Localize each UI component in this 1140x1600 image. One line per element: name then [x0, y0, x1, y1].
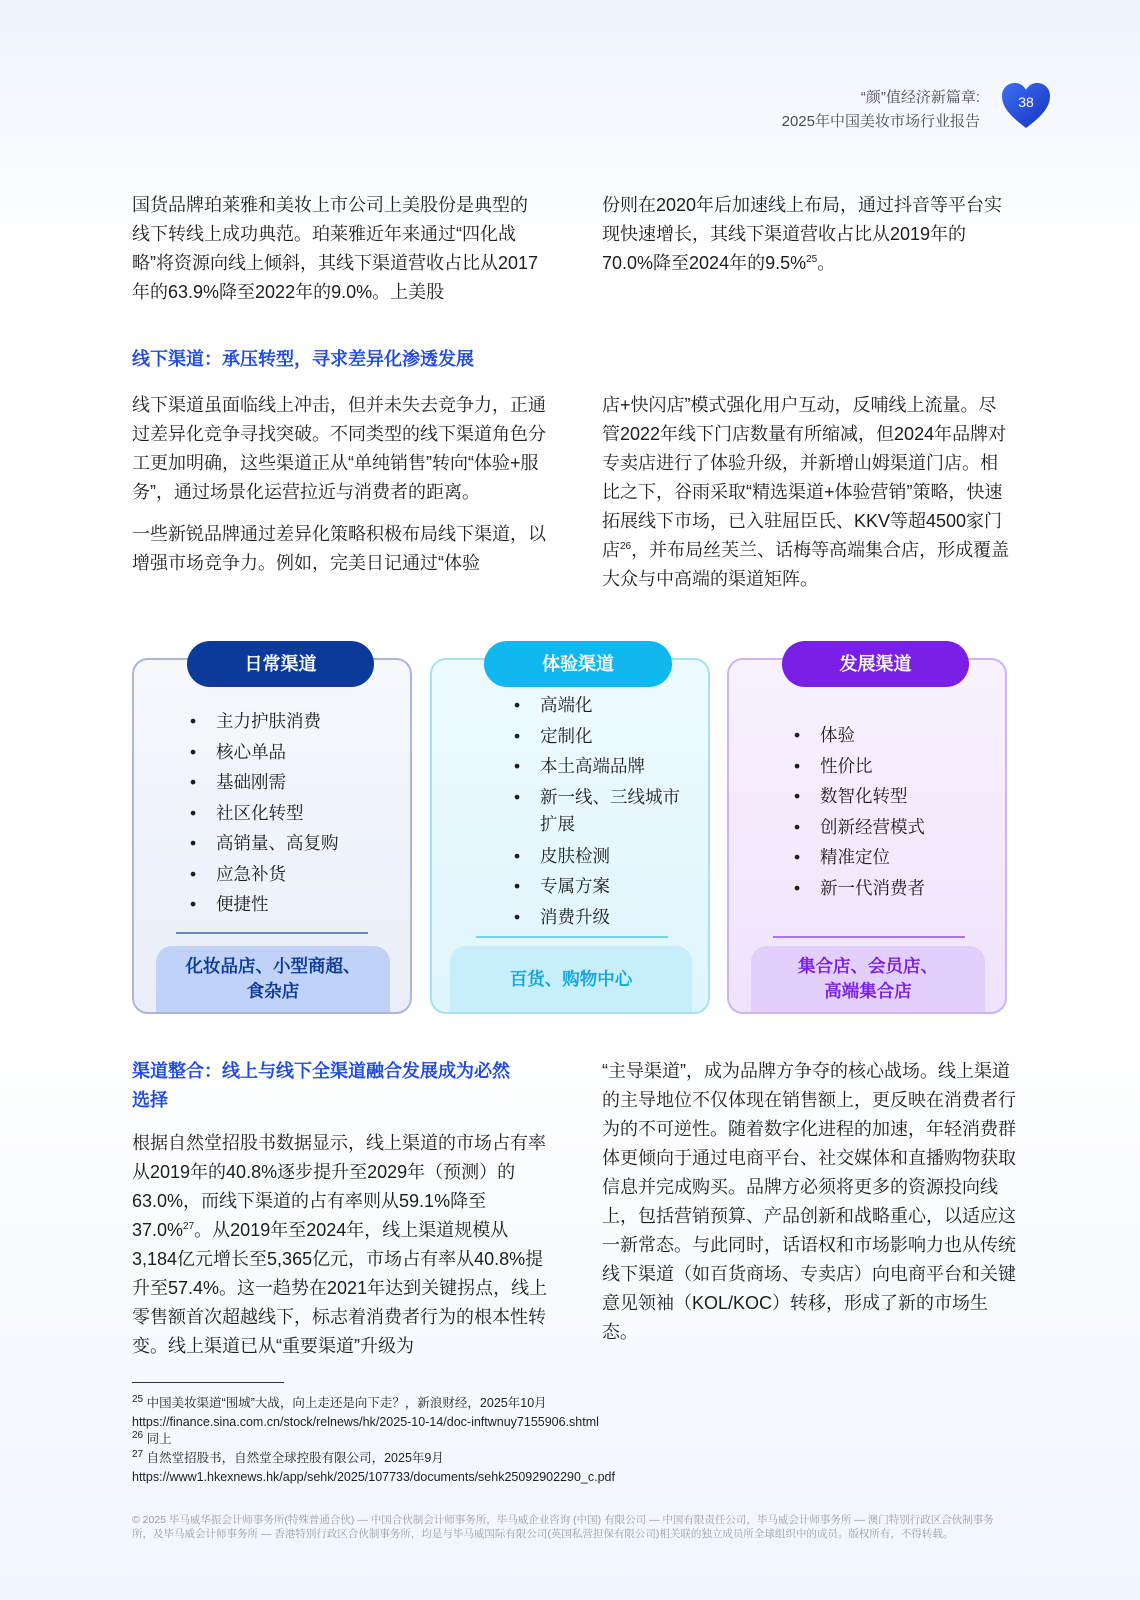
experience-channel-footer: 百货、购物中心 [450, 946, 692, 1012]
section2-right-text: “主导渠道”，成为品牌方争夺的核心战场。线上渠道的主导地位不仅体现在销售额上，更反映在消费者行为的不可逆性。随着数字化进程的加速，年轻消费群体更倾向于通过电商平台、社交媒体和直播购物获取信息并完成购买。品牌方必须将更多的资源投向线上，包括营销预算、产品创新和战略重心，以适应这一新常态。与此同时，话语权和市场影响力也从传统线下渠道（如百货商场、专卖店）向电商平台和关键意见领袖（KOL/KOC）转移，形成了新的市场生态。 [602, 1061, 1016, 1342]
daily-channel-title: 日常渠道 [187, 641, 374, 687]
intro-right-text-end: 。 [817, 253, 836, 273]
experience-channel-title: 体验渠道 [484, 641, 672, 687]
section1-right-text-end: ，并布局丝芙兰、话梅等高端集合店，形成覆盖大众与中高端的渠道矩阵。 [602, 540, 1010, 589]
channel-card-development [727, 658, 1007, 1014]
experience-channel-list [514, 690, 680, 932]
list-item: • 皮肤检测 [514, 845, 610, 866]
report-title-line2: 2025年中国美妆市场行业报告 [781, 113, 980, 130]
list-item: • 专属方案 [514, 876, 610, 896]
page-number: 38 [1018, 94, 1034, 110]
page-number-badge [1000, 80, 1052, 132]
footnote-26: $^{26}$ 同上 [132, 1429, 172, 1446]
list-item: • 精准定位 [794, 847, 890, 867]
list-item: • 体验 [794, 725, 855, 745]
footnote-ref-26[interactable]: 26 [620, 541, 632, 552]
section2-left-paragraph [132, 1129, 550, 1361]
list-item: • 新一线、三线城市 [514, 786, 680, 807]
footnote-divider [132, 1382, 284, 1383]
development-channel-title: 发展渠道 [782, 641, 969, 687]
report-title-line1: “颜”值经济新篇章: [860, 89, 980, 106]
daily-channel-list [190, 706, 339, 920]
intro-left-column [132, 191, 542, 307]
section2-right-column [602, 1057, 1018, 1347]
list-item: • 便捷性 [190, 894, 269, 914]
list-item-continuation: 扩展 [540, 814, 575, 834]
section2-left-text-end: 。从2019年至2024年，线上渠道规模从3,184亿元增长至5,365亿元，市场占有率从40.8%提升至57.4%。这一趋势在2021年达到关键拐点，线上零售额首次超越线下，标志着消费者行为的根本性转变。线上渠道已从“重要渠道”升级为 [132, 1220, 548, 1356]
report-header [782, 86, 980, 134]
intro-right-column [602, 191, 1012, 278]
list-item: • 性价比 [794, 755, 873, 776]
section1-right-text: 店+快闪店”模式强化用户互动，反哺线上流量。尽管2022年线下门店数量有所缩减，但2024年品牌对专卖店进行了体验升级，并新增山姆渠道门店。相比之下，谷雨采取“精选渠道+体验营销”策略，快速拓展线下市场，已入驻屈臣氏、KKV等超4500家门店 [602, 395, 1007, 560]
list-item: • 核心单品 [190, 741, 286, 762]
list-item: • 主力护肤消费 [190, 711, 321, 731]
section2-left-text: 根据自然堂招股书数据显示，线上渠道的市场占有率从2019年的40.8%逐步提升至2029年（预测）的63.0%，而线下渠道的占有率则从59.1%降至37.0% [132, 1133, 546, 1240]
card-divider [773, 936, 965, 938]
section1-left-column [132, 391, 550, 578]
channel-card-daily [132, 658, 412, 1014]
list-item: • 本土高端品牌 [514, 756, 645, 776]
list-item: • 社区化转型 [190, 802, 304, 823]
section-title-omnichannel: 渠道整合：线上与线下全渠道融合发展成为必然 选择 [132, 1061, 510, 1110]
footnote-27: $^{27}$ 自然堂招股书，自然堂全球控股有限公司，2025年9月 [132, 1448, 444, 1465]
footnote-ref-25[interactable]: 25 [806, 254, 818, 265]
footnote-25-link[interactable]: https://finance.sina.com.cn/stock/relnews/hk/2025-10-14/doc-inftwnuy7155906.shtml [132, 1415, 599, 1429]
list-item: • 数智化转型 [794, 786, 908, 806]
section1-right-paragraph [602, 391, 1014, 594]
list-item: • 应急补货 [190, 863, 286, 884]
daily-channel-footer: 化妆品店、小型商超、 食杂店 [156, 946, 390, 1012]
intro-left-text: 国货品牌珀莱雅和美妆上市公司上美股份是典型的线下转线上成功典范。珀莱雅近年来通过“四化战略”将资源向线上倾斜，其线下渠道营收占比从2017年的63.9%降至2022年的9.0%。上美股 [132, 195, 539, 302]
footnote-25: $^{25}$ 中国美妆渠道“围城”大战，向上走还是向下走？，新浪财经，2025年10月 [132, 1393, 547, 1410]
copyright-notice: © 2025 毕马威华振会计师事务所(特殊普通合伙) — 中国合伙制会计师事务所，毕马威企业咨询 (中国) 有限公司 — 中国有限责任公司，毕马威会计师事务所 — 澳门特别行政区合伙制事务所，及毕马威会计师事务所 — 香港特别行政区合伙制事务所，均是与毕马威国际有限公司(英国私营担保有限公司)相关联的独立成员所全球组织中的成员。版权所有，不得转载。 [132, 1514, 994, 1540]
list-item: • 创新经营模式 [794, 816, 925, 837]
section2-left-column [132, 1129, 550, 1361]
footnote-ref-27[interactable]: 27 [183, 1221, 195, 1232]
section1-left-paragraph2: 一些新锐品牌通过差异化策略积极布局线下渠道，以增强市场竞争力。例如，完美日记通过“体验 [132, 524, 546, 573]
development-channel-list [794, 720, 925, 903]
channel-card-experience [430, 658, 710, 1014]
list-item: • 新一代消费者 [794, 877, 925, 898]
intro-right-text: 份则在2020年后加速线上布局，通过抖音等平台实现快速增长，其线下渠道营收占比从2019年的70.0%降至2024年的9.5% [602, 195, 1003, 273]
intro-right-paragraph [602, 191, 1012, 278]
list-item: • 消费升级 [514, 906, 610, 927]
card-divider [476, 936, 668, 938]
card-divider [176, 932, 368, 934]
development-channel-footer: 集合店、会员店、 高端集合店 [751, 946, 985, 1012]
footnote-27-link[interactable]: https://www1.hkexnews.hk/app/sehk/2025/107733/documents/sehk25092902290_c.pdf [132, 1470, 615, 1484]
list-item: • 高端化 [514, 695, 593, 715]
section-title-offline: 线下渠道：承压转型，寻求差异化渗透发展 [132, 349, 474, 369]
list-item: • 高销量、高复购 [190, 833, 339, 853]
list-item: • 基础刚需 [190, 772, 286, 792]
section1-left-paragraph1: 线下渠道虽面临线上冲击，但并未失去竞争力，正通过差异化竞争寻找突破。不同类型的线下渠道角色分工更加明确，这些渠道正从“单纯销售”转向“体验+服务”，通过场景化运营拉近与消费者的距离。 [132, 395, 546, 502]
section1-right-column [602, 391, 1014, 594]
list-item: • 定制化 [514, 725, 593, 746]
